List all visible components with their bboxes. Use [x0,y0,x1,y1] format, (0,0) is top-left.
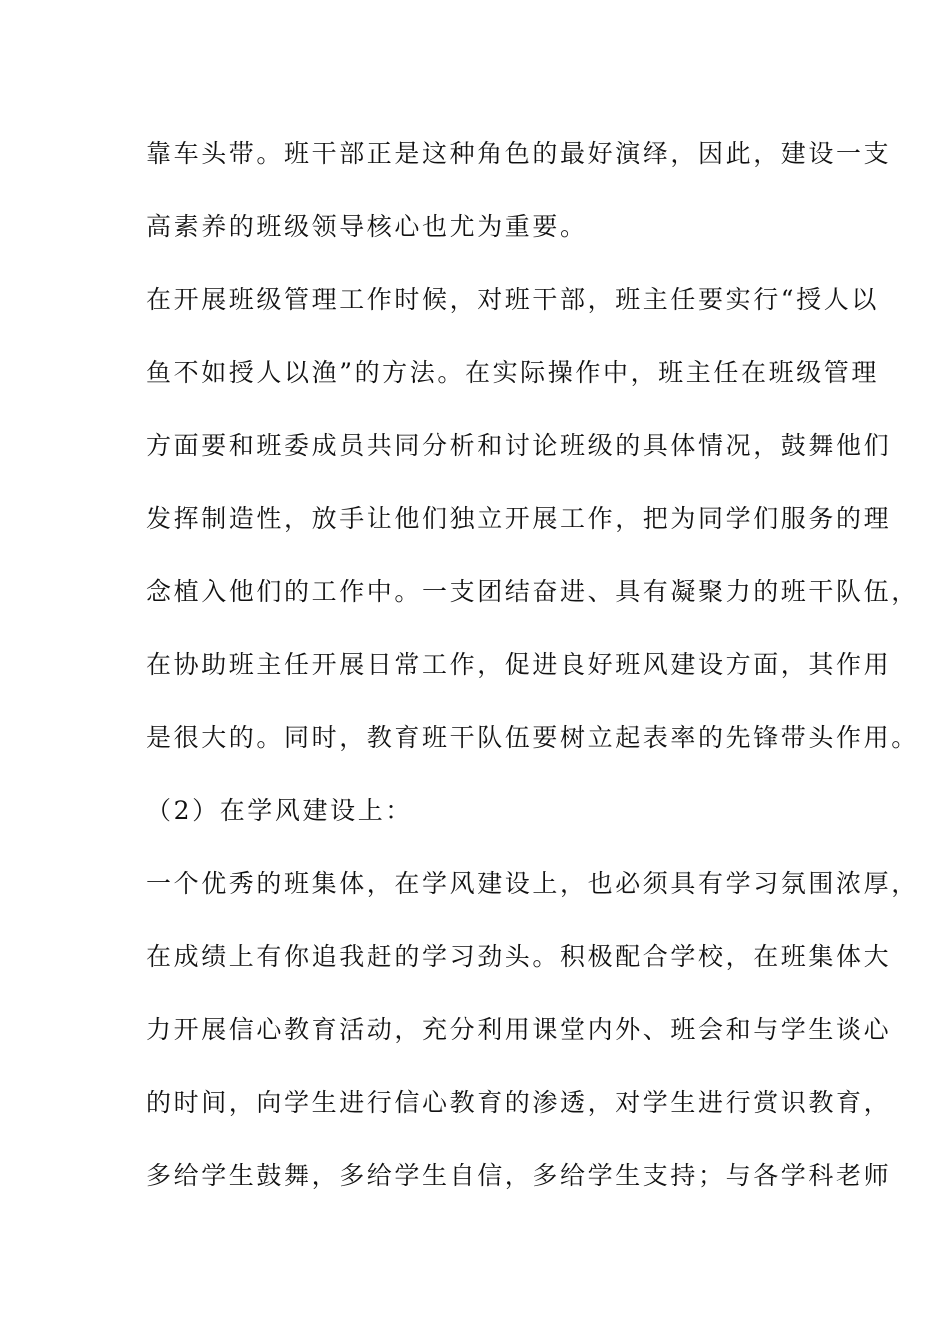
text-line-1: 靠车头带。班干部正是这种角色的最好演绎，因此，建设一支 [146,139,892,168]
text-line-15: 多给学生鼓舞，多给学生自信，多给学生支持；与各学科老师 [146,1161,892,1190]
text-line-12: 在成绩上有你追我赶的学习劲头。积极配合学校，在班集体大 [146,942,892,971]
text-line-5: 方面要和班委成员共同分析和讨论班级的具体情况，鼓舞他们 [146,431,892,460]
text-line-7: 念植入他们的工作中。一支团结奋进、具有凝聚力的班干队伍， [146,577,919,606]
text-line-8: 在协助班主任开展日常工作，促进良好班风建设方面，其作用 [146,650,892,679]
text-line-2: 高素养的班级领导核心也尤为重要。 [146,212,588,241]
text-line-9: 是很大的。同时，教育班干队伍要树立起表率的先锋带头作用。 [146,723,919,752]
text-line-13: 力开展信心教育活动，充分利用课堂内外、班会和与学生谈心 [146,1015,892,1044]
text-line-14: 的时间，向学生进行信心教育的渗透，对学生进行赏识教育， [146,1088,892,1117]
text-line-11: 一个优秀的班集体，在学风建设上，也必须具有学习氛围浓厚， [146,869,919,898]
text-line-6: 发挥制造性，放手让他们独立开展工作，把为同学们服务的理 [146,504,892,533]
text-line-3: 在开展班级管理工作时候，对班干部，班主任要实行“授人以 [146,285,879,314]
text-line-4: 鱼不如授人以渔”的方法。在实际操作中，班主任在班级管理 [146,358,879,387]
section-heading: （2）在学风建设上： [146,796,413,825]
